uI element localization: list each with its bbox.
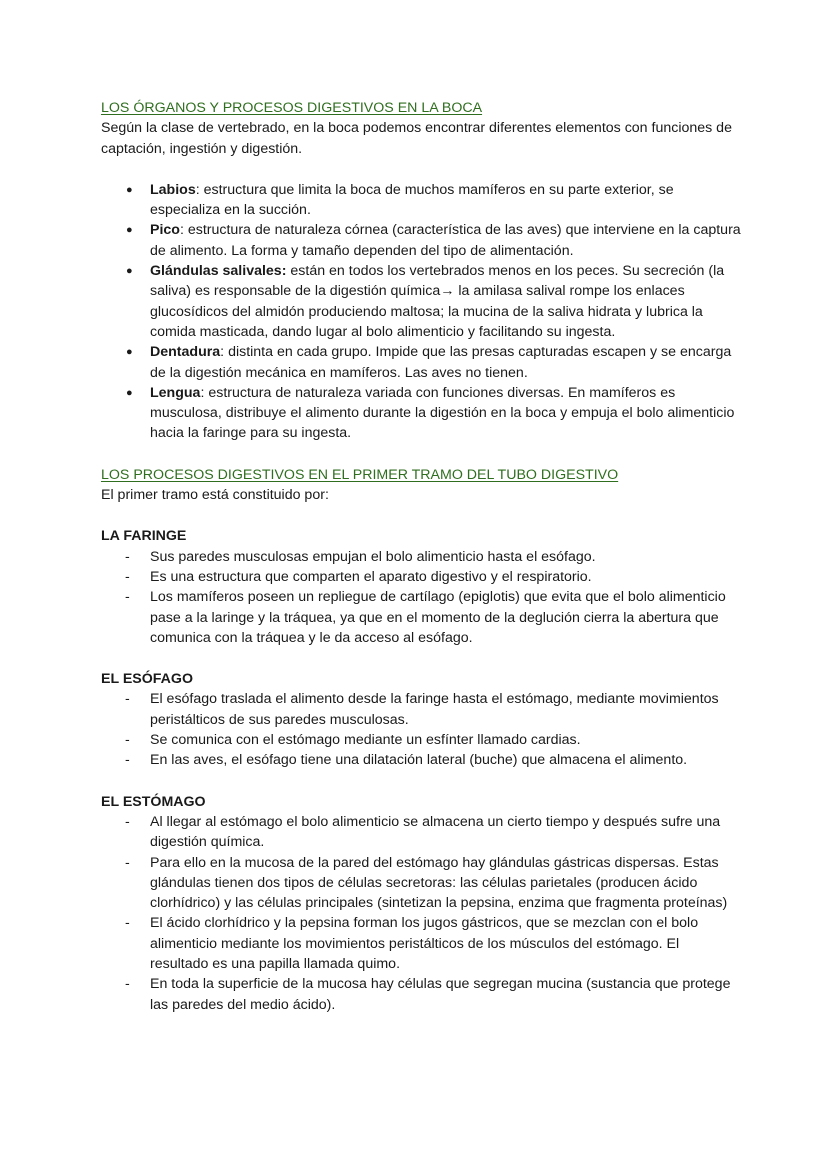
bullet-marker: ● — [126, 265, 133, 278]
list-item: - El ácido clorhídrico y la pepsina forman los jugos gástricos, que se mezclan con el bolo alimenticio mediante los movimientos peristálticos de los músculos del estómago. El resultado es una papilla llamada quimo. — [125, 915, 699, 972]
list-item: - El esófago traslada el alimento desde la faringe hasta el estómago, mediante movimientos peristálticos de sus paredes musculosas. — [125, 691, 719, 728]
list-item: ● Lengua: estructura de naturaleza variada con funciones diversas. En mamíferos es musculosa, distribuye el alimento durante la digestión en la boca y empuja el bolo alimenticio hacia la faringe para su ingesta. — [126, 384, 735, 442]
section-intro-first-tract: El primer tramo está constituido por: — [101, 487, 329, 504]
dash-marker: - — [125, 915, 130, 932]
bullet-marker: ● — [126, 346, 133, 359]
dash-marker: - — [125, 813, 130, 830]
dash-marker: - — [125, 752, 130, 769]
esofago-list — [101, 689, 741, 770]
list-item: - Para ello en la mucosa de la pared del estómago hay glándulas gástricas dispersas. Estas glándulas tienen dos tipos de células secretoras: las células parietales (producen ácido clorhídrico) y las células principales (sintetizan la pepsina, enzima que fragmenta proteínas) — [125, 854, 728, 912]
list-item: - Sus paredes musculosas empujan el bolo alimenticio hasta el esófago. — [101, 547, 741, 567]
section-title-first-tract: LOS PROCESOS DIGESTIVOS EN EL PRIMER TRAMO DEL TUBO DIGESTIVO — [101, 466, 619, 483]
section-title-mouth: LOS ÓRGANOS Y PROCESOS DIGESTIVOS EN LA BOCA — [101, 100, 483, 116]
dash-marker: - — [125, 691, 130, 708]
dash-marker: - — [125, 732, 130, 749]
bullet-text: distinta en cada grupo. Impide que las presas capturadas escapen y se encarga de la digestión mecánica en mamíferos. Las aves no tienen. — [150, 344, 732, 381]
list-item: - Se comunica con el estómago mediante un esfínter llamado cardias. — [101, 730, 741, 750]
dash-marker: - — [125, 568, 130, 585]
bullet-text: estructura de naturaleza córnea (característica de las aves) que interviene en la captura de alimento. La forma y tamaño dependen del tipo de alimentación. — [150, 222, 741, 259]
bullet-term: Lengua — [150, 384, 201, 401]
heading-faringe: LA FARINGE — [101, 528, 187, 545]
estomago-list — [101, 812, 741, 1015]
heading-esofago: EL ESÓFAGO — [101, 671, 193, 688]
dash-marker: - — [125, 548, 130, 565]
list-item: ● Labios: estructura que limita la boca de muchos mamíferos en su parte exterior, se especializa en la succión. — [126, 181, 674, 219]
list-item: - Es una estructura que comparten el aparato digestivo y el respiratorio. — [101, 567, 741, 587]
dash-marker: - — [125, 854, 130, 871]
bullet-text: estructura de naturaleza variada con funciones diversas. En mamíferos es musculosa, distribuye el alimento durante la digestión en la boca y empuja el bolo alimenticio hacia la faringe para su ingesta. — [150, 384, 735, 442]
list-item: ● Dentadura: distinta en cada grupo. Impide que las presas capturadas escapen y se encarga de la digestión mecánica en mamíferos. Las aves no tienen. — [126, 344, 732, 381]
list-item: - Los mamíferos poseen un repliegue de cartílago (epiglotis) que evita que el bolo alimenticio pase a la laringe y la tráquea, ya que en el momento de la deglución cierra la abertura que comunica con la tráquea y le da acceso al esófago. — [125, 589, 726, 646]
bullet-text: estructura que limita la boca de muchos mamíferos en su parte exterior, se especializa en la succión. — [150, 181, 674, 219]
list-item — [101, 261, 741, 342]
heading-estomago: EL ESTÓMAGO — [101, 793, 206, 810]
bullet-marker: ● — [126, 224, 133, 237]
section-intro-mouth: Según la clase de vertebrado, en la boca podemos encontrar diferentes elementos con funciones de captación, ingestión y digestión. — [101, 120, 732, 157]
faringe-list — [101, 547, 741, 648]
bullet-term: Glándulas salivales: — [150, 263, 287, 280]
bullet-text: están en todos los vertebrados menos en los peces. Su secreción (la saliva) es responsable de la digestión química→ la amilasa salival rompe los enlaces glucosídicos del almidón produciendo maltosa; la mucina de la saliva hidrata y lubrica la comida masticada, dando lugar al bolo alimenticio y facilitando su ingesta. — [150, 263, 725, 340]
dash-marker: - — [125, 976, 130, 993]
list-item: ● Pico: estructura de naturaleza córnea (característica de las aves) que interviene en la captura de alimento. La forma y tamaño dependen del tipo de alimentación. — [126, 222, 741, 259]
bullet-term: Dentadura — [150, 344, 221, 361]
dash-marker: - — [125, 589, 130, 606]
list-item: - En las aves, el esófago tiene una dilatación lateral (buche) que almacena el alimento. — [101, 750, 741, 770]
document-body — [101, 98, 741, 1015]
bullet-marker: ● — [126, 183, 133, 196]
bullet-term: Pico — [150, 222, 180, 239]
mouth-organs-list — [101, 180, 741, 444]
bullet-term: Labios — [150, 181, 196, 198]
list-item: - En toda la superficie de la mucosa hay células que segregan mucina (sustancia que protege las paredes del medio ácido). — [125, 976, 731, 1013]
list-item: - Al llegar al estómago el bolo alimenticio se almacena un cierto tiempo y después sufre una digestión química. — [125, 813, 721, 851]
bullet-marker: ● — [126, 386, 133, 399]
